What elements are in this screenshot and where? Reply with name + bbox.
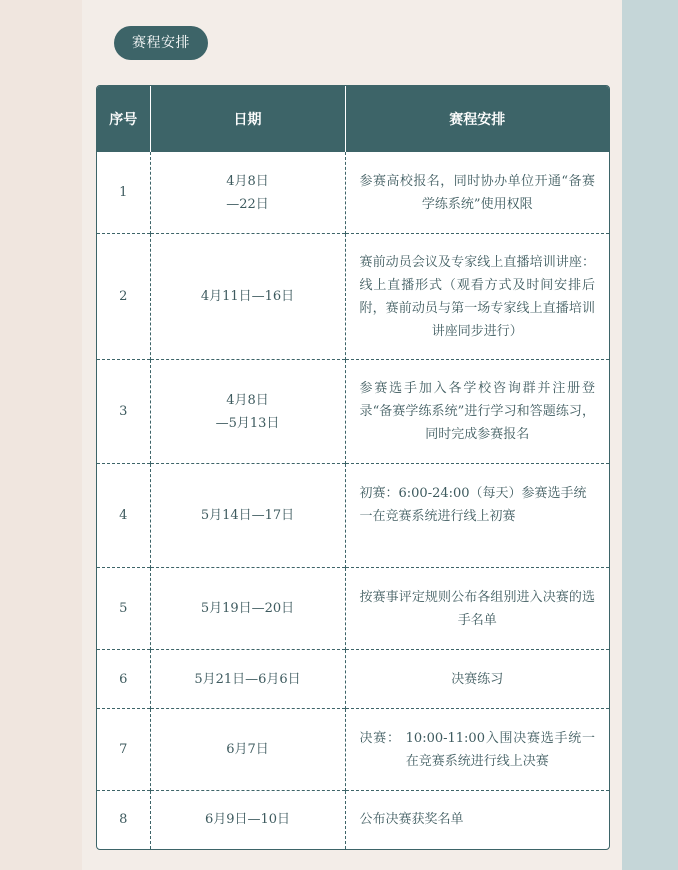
row-index: 2 xyxy=(97,234,150,360)
row-index: 4 xyxy=(97,464,150,568)
table-row xyxy=(97,650,609,709)
header-schedule: 赛程安排 xyxy=(345,86,609,152)
row-index: 5 xyxy=(97,568,150,650)
row-schedule: 参赛选手加入各学校咨询群并注册登录“备赛学练系统”进行学习和答题练习，同时完成参赛报名 xyxy=(345,360,609,464)
row-index: 8 xyxy=(97,791,150,849)
schedule-table xyxy=(97,86,609,849)
table-row xyxy=(97,791,609,849)
table-row xyxy=(97,152,609,234)
row-index: 1 xyxy=(97,152,150,234)
table-row xyxy=(97,568,609,650)
table-row xyxy=(97,709,609,791)
row-date: 5月14日—17日 xyxy=(150,464,345,568)
section-title-badge: 赛程安排 xyxy=(114,26,208,60)
table-row xyxy=(97,360,609,464)
table-header-row xyxy=(97,86,609,152)
row-date: 4月8日 —5月13日 xyxy=(150,360,345,464)
row-schedule: 初赛：6:00-24:00（每天）参赛选手统一在竞赛系统进行线上初赛 xyxy=(345,464,609,568)
row-schedule: 赛前动员会议及专家线上直播培训讲座：线上直播形式（观看方式及时间安排后附，赛前动员与第一场专家线上直播培训讲座同步进行） xyxy=(345,234,609,360)
header-date: 日期 xyxy=(150,86,345,152)
row-date: 5月19日—20日 xyxy=(150,568,345,650)
schedule-table-container xyxy=(96,85,610,850)
row-schedule: 按赛事评定规则公布各组别进入决赛的选手名单 xyxy=(345,568,609,650)
table-row xyxy=(97,464,609,568)
row-date: 4月8日 —22日 xyxy=(150,152,345,234)
row-schedule: 决赛： 10:00-11:00入围决赛选手统一在竞赛系统进行线上决赛 xyxy=(345,709,609,791)
row-date: 6月9日—10日 xyxy=(150,791,345,849)
right-side-strip xyxy=(622,0,678,870)
row-date: 6月7日 xyxy=(150,709,345,791)
header-index: 序号 xyxy=(97,86,150,152)
row-schedule: 决赛练习 xyxy=(345,650,609,709)
row-index: 7 xyxy=(97,709,150,791)
row-date: 4月11日—16日 xyxy=(150,234,345,360)
table-row xyxy=(97,234,609,360)
row-index: 6 xyxy=(97,650,150,709)
row-schedule: 公布决赛获奖名单 xyxy=(345,791,609,849)
row-index: 3 xyxy=(97,360,150,464)
row-date: 5月21日—6月6日 xyxy=(150,650,345,709)
row-schedule: 参赛高校报名，同时协办单位开通“备赛学练系统”使用权限 xyxy=(345,152,609,234)
